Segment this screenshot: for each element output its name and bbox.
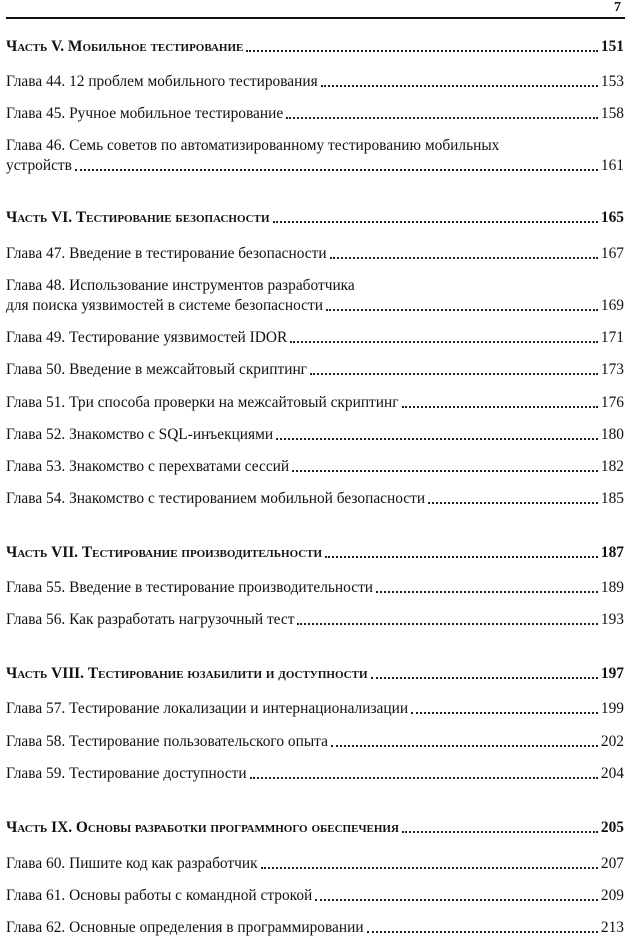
toc-dot-leader (286, 117, 598, 119)
toc-entry-page: 204 (600, 765, 624, 782)
page-number: 7 (614, 0, 621, 15)
toc-entry-page: 167 (600, 245, 624, 262)
toc-entry-title: Часть VIII. Тестирование юзабилити и доступности (6, 665, 368, 682)
toc-chapter-57[interactable] (6, 699, 624, 719)
toc-chapter-50[interactable] (6, 360, 624, 380)
toc-chapter-45[interactable] (6, 104, 624, 124)
header-rule (6, 17, 625, 19)
toc-dot-leader (310, 373, 598, 375)
toc-entry-page: 176 (600, 394, 624, 411)
toc-entry-title: Глава 47. Введение в тестирование безопасности (6, 245, 327, 262)
toc-chapter-44[interactable] (6, 72, 624, 92)
toc-dot-leader (330, 257, 598, 259)
toc-chapter-56[interactable] (6, 610, 624, 630)
toc-dot-leader (261, 867, 598, 869)
toc-entry-title: Глава 51. Три способа проверки на межсайтовый скриптинг (6, 394, 399, 411)
toc-entry-page: 202 (600, 733, 624, 750)
toc-entry-page: 151 (600, 38, 624, 55)
toc-dot-leader (325, 556, 598, 558)
toc-entry-page: 209 (600, 887, 624, 904)
toc-part-vi[interactable] (6, 208, 624, 228)
toc-entry-page: 173 (600, 361, 624, 378)
toc-entry-page: 161 (600, 157, 624, 174)
toc-chapter-47[interactable] (6, 244, 624, 264)
toc-entry-title: Глава 57. Тестирование локализации и интернационализации (6, 700, 409, 717)
toc-dot-leader (297, 623, 597, 625)
toc-entry-title: устройств (6, 157, 72, 174)
toc-dot-leader (428, 502, 598, 504)
toc-entry-page: 180 (600, 426, 624, 443)
toc-chapter-49[interactable] (6, 328, 624, 348)
toc-dot-leader (250, 777, 598, 779)
toc-entry-title: Глава 45. Ручное мобильное тестирование (6, 105, 284, 122)
toc-entry-title: Глава 49. Тестирование уязвимостей IDOR (6, 329, 288, 346)
toc-entry-title: Глава 58. Тестирование пользовательского опыта (6, 733, 328, 750)
toc-part-ix[interactable] (6, 818, 624, 838)
toc-entry-title: Часть VI. Тестирование безопасности (6, 209, 270, 226)
toc-chapter-55[interactable] (6, 578, 624, 598)
toc-chapter-48[interactable] (6, 276, 624, 316)
toc-entry-page: 189 (600, 579, 624, 596)
toc-chapter-61[interactable] (6, 886, 624, 906)
toc-dot-leader (402, 831, 598, 833)
toc-entry-page: 193 (600, 611, 624, 628)
toc-part-v[interactable] (6, 37, 624, 57)
toc-dot-leader (411, 712, 598, 714)
toc-entry-page: 205 (600, 819, 624, 836)
toc-entry-title: Часть VII. Тестирование производительности (6, 544, 323, 561)
toc-dot-leader (315, 899, 598, 901)
toc-entry-page: 197 (600, 665, 624, 682)
toc-entry-page: 207 (600, 855, 624, 872)
toc-entry-title: Часть V. Мобильное тестирование (6, 38, 244, 55)
toc-entry-title: Глава 44. 12 проблем мобильного тестирования (6, 73, 318, 90)
toc-part-viii[interactable] (6, 664, 624, 684)
toc-chapter-59[interactable] (6, 764, 624, 784)
toc-entry-page: 165 (600, 209, 624, 226)
toc-entry-title: для поиска уязвимостей в системе безопасности (6, 297, 323, 314)
toc-entry-page: 185 (600, 490, 624, 507)
toc-entry-title: Глава 56. Как разработать нагрузочный тест (6, 611, 295, 628)
toc-dot-leader (292, 470, 598, 472)
toc-chapter-52[interactable] (6, 425, 624, 445)
toc-entry-title: Глава 50. Введение в межсайтовый скриптинг (6, 361, 307, 378)
toc-dot-leader (273, 221, 598, 223)
toc-dot-leader (326, 309, 598, 311)
toc-dot-leader (321, 85, 598, 87)
toc-entry-title: Глава 60. Пишите код как разработчик (6, 855, 258, 872)
toc-entry-page: 169 (600, 297, 624, 314)
toc-entry-title: Часть IX. Основы разработки программного обеспечения (6, 819, 399, 836)
toc-entry-title: Глава 61. Основы работы с командной строкой (6, 887, 313, 904)
toc-dot-leader (331, 745, 598, 747)
toc-entry-page: 213 (600, 919, 624, 936)
toc-chapter-58[interactable] (6, 732, 624, 752)
toc-dot-leader (376, 591, 598, 593)
toc-chapter-53[interactable] (6, 457, 624, 477)
toc-chapter-62[interactable] (6, 918, 624, 938)
toc-entry-page: 199 (600, 700, 624, 717)
toc-entry-page: 158 (600, 105, 624, 122)
toc-entry-title: Глава 55. Введение в тестирование производительности (6, 579, 374, 596)
toc-part-vii[interactable] (6, 543, 624, 563)
toc-dot-leader (246, 50, 598, 52)
toc-chapter-46[interactable] (6, 136, 624, 176)
toc-dot-leader (276, 438, 598, 440)
toc-entry-page: 171 (600, 329, 624, 346)
toc-entry-page: 182 (600, 458, 624, 475)
toc-dot-leader (371, 677, 598, 679)
toc-entry-title: Глава 59. Тестирование доступности (6, 765, 247, 782)
toc-dot-leader (290, 341, 598, 343)
toc-entry-title: Глава 53. Знакомство с перехватами сессий (6, 458, 290, 475)
toc-dot-leader (402, 406, 598, 408)
toc-entry-page: 153 (600, 73, 624, 90)
toc-entry-title-line1: Глава 48. Использование инструментов разработчика (6, 277, 355, 294)
toc-chapter-54[interactable] (6, 489, 624, 509)
toc-entry-title: Глава 52. Знакомство с SQL-инъекциями (6, 426, 274, 443)
toc-chapter-60[interactable] (6, 854, 624, 874)
toc-dot-leader (367, 931, 598, 933)
toc-entry-page: 187 (600, 544, 624, 561)
toc-entry-title: Глава 54. Знакомство с тестированием мобильной безопасности (6, 490, 426, 507)
toc-chapter-51[interactable] (6, 393, 624, 413)
toc-dot-leader (75, 169, 598, 171)
toc-entry-title: Глава 62. Основные определения в программировании (6, 919, 364, 936)
toc-entry-title-line1: Глава 46. Семь советов по автоматизированному тестированию мобильных (6, 137, 500, 154)
